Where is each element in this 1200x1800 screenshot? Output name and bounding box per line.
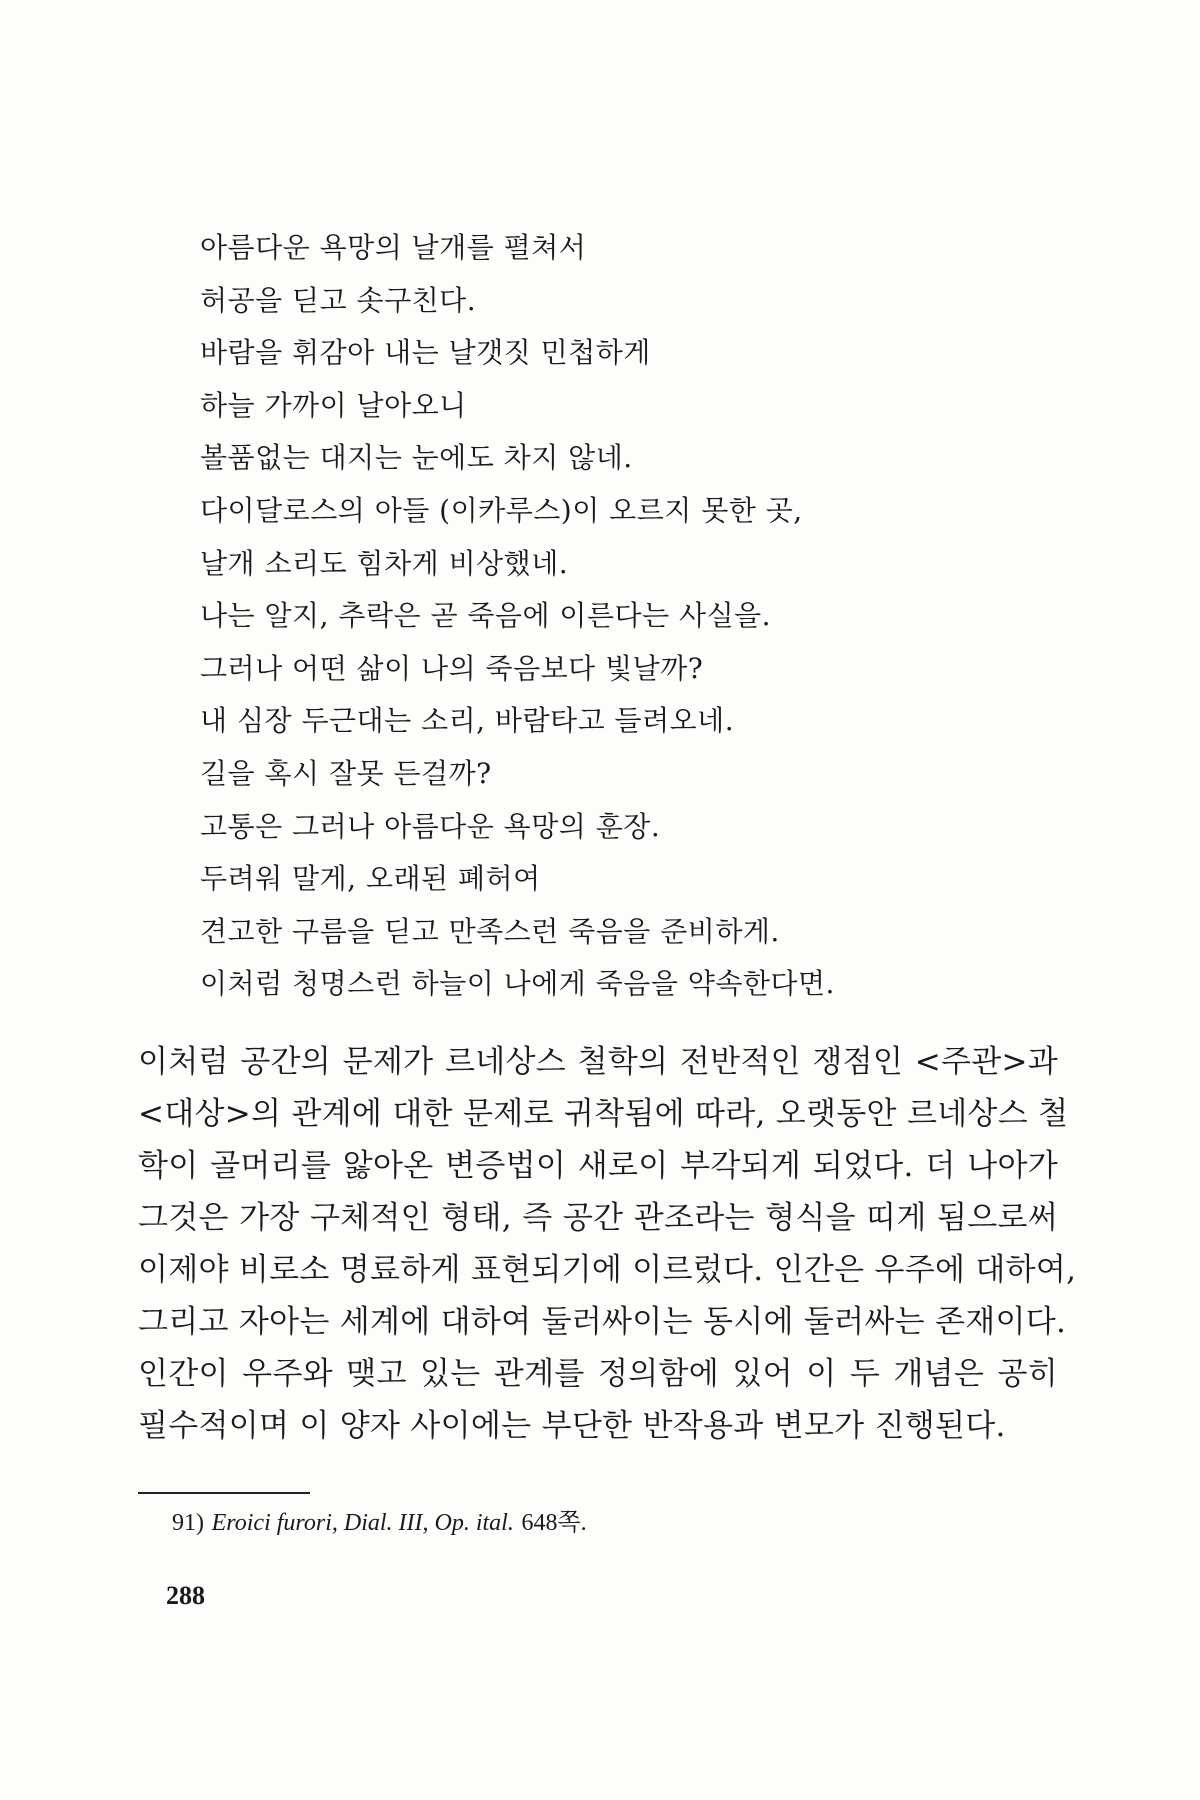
- paragraph-line: 그것은 가장 구체적인 형태, 즉 공간 관조라는 형식을 띠게 됨으로써: [138, 1200, 1058, 1236]
- footnote: [172, 1506, 587, 1539]
- paragraph-line: <대상>의 관계에 대한 문제로 귀착됨에 따라, 오랫동안 르네상스 철: [138, 1096, 1069, 1132]
- poem-line: 바람을 휘감아 내는 날갯짓 민첩하게: [200, 336, 651, 370]
- poem-line: 내 심장 두근대는 소리, 바람타고 들려오네.: [200, 704, 735, 738]
- poem-line: 이처럼 청명스런 하늘이 나에게 죽음을 약속한다면.: [200, 967, 835, 1001]
- poem-block: [200, 222, 1060, 1011]
- footnote-page-ref: 648쪽.: [521, 1510, 587, 1536]
- poem-line: 고통은 그러나 아름다운 욕망의 훈장.: [200, 809, 661, 843]
- poem-line: 하늘 가까이 날아오니: [200, 388, 467, 422]
- poem-line: 그러나 어떤 삶이 나의 죽음보다 빛날까?: [200, 651, 704, 685]
- poem-line: 볼품없는 대지는 눈에도 차지 않네.: [200, 441, 633, 475]
- poem-line: 길을 혹시 잘못 든걸까?: [200, 756, 492, 790]
- poem-line: 견고한 구름을 딛고 만족스런 죽음을 준비하게.: [200, 914, 780, 948]
- paragraph-line: 이제야 비로소 명료하게 표현되기에 이르렀다. 인간은 우주에 대하여,: [138, 1252, 1077, 1288]
- paragraph-line: 필수적이며 이 양자 사이에는 부단한 반작용과 변모가 진행된다.: [138, 1408, 1006, 1444]
- paragraph-line: 그리고 자아는 세계에 대하여 둘러싸이는 동시에 둘러싸는 존재이다.: [138, 1304, 1067, 1340]
- body-paragraph: [138, 1036, 1077, 1452]
- poem-line: 나는 알지, 추락은 곧 죽음에 이른다는 사실을.: [200, 599, 772, 633]
- page-number: 288: [166, 1581, 205, 1610]
- paragraph-line: 학이 골머리를 앓아온 변증법이 새로이 부각되게 되었다. 더 나아가: [138, 1148, 1058, 1184]
- footnote-citation: Eroici furori, Dial. III, Op. ital.: [211, 1510, 514, 1536]
- poem-line: 날개 소리도 힘차게 비상했네.: [200, 546, 569, 580]
- footnote-divider: [138, 1492, 310, 1494]
- poem-line: 다이달로스의 아들 (이카루스)이 오르지 못한 곳,: [200, 493, 803, 527]
- poem-line: 두려워 말게, 오래된 폐허여: [200, 862, 541, 896]
- poem-line: 아름다운 욕망의 날개를 펼쳐서: [200, 231, 587, 264]
- paragraph-line: 이처럼 공간의 문제가 르네상스 철학의 전반적인 쟁점인 <주관>과: [138, 1044, 1058, 1080]
- footnote-number: 91): [172, 1510, 204, 1536]
- paragraph-line: 인간이 우주와 맺고 있는 관계를 정의함에 있어 이 두 개념은 공히: [138, 1356, 1058, 1392]
- poem-line: 허공을 딛고 솟구친다.: [200, 283, 477, 317]
